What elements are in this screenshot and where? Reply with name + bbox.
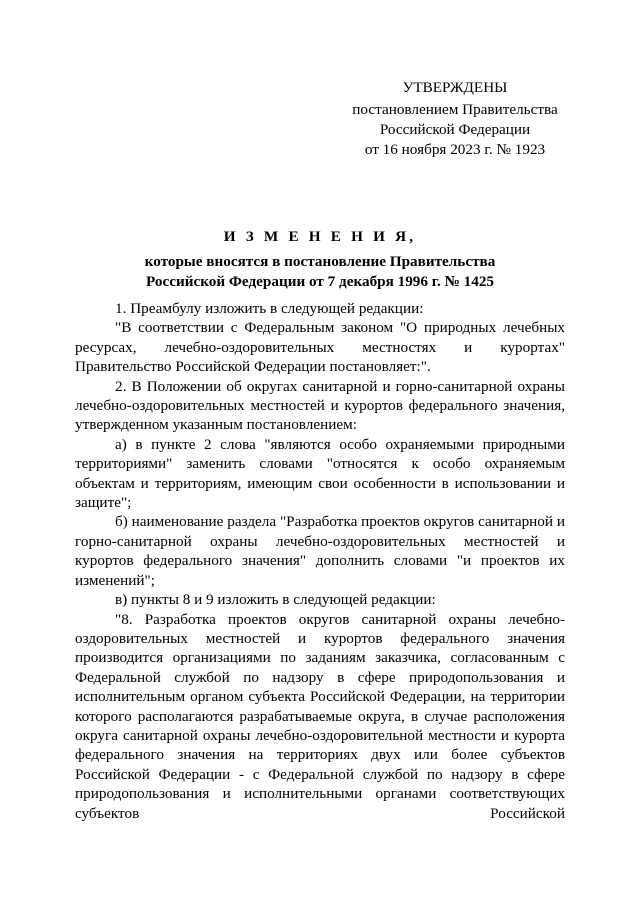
approval-line-1: постановлением Правительства: [352, 101, 558, 118]
paragraph-2: "В соответствии с Федеральным законом "О природных лечебных ресурсах, лечебно-оздоровительных местностях и курортах" Правительство Российской Федерации постановляет:".: [75, 319, 565, 376]
document-body: [75, 299, 565, 823]
heading-line-2: Российской Федерации от 7 декабря 1996 г. № 1425: [145, 273, 495, 290]
paragraph-5: б) наименование раздела "Разработка проектов округов санитарной и горно-санитарной охраны лечебно-оздоровительных местностей и курортов федерального значения" дополнить словами "и проектов их изменений";: [75, 513, 565, 589]
paragraph-3: 2. В Положении об округах санитарной и горно-санитарной охраны лечебно-оздоровительных местностей и курортов федерального значения, утвержденном указанным постановлением:: [75, 377, 565, 434]
paragraph-1: 1. Преамбулу изложить в следующей редакции:: [115, 300, 424, 317]
approval-block: [340, 78, 570, 160]
heading-title: И З М Е Н Е Н И Я,: [223, 228, 417, 245]
heading-line-1: которые вносятся в постановление Правительства: [144, 253, 496, 270]
paragraph-6: в) пункты 8 и 9 изложить в следующей редакции:: [115, 591, 436, 609]
paragraph-4: а) в пункте 2 слова "являются особо охраняемыми природными территориями" заменить словами "относятся к особо охраняемым объектам и территориям, имеющим свои особенности в использовании и защите";: [75, 435, 565, 512]
paragraph-7: "8. Разработка проектов округов санитарной охраны лечебно-оздоровительных местностей и курортов федерального значения производится организациями по заданиям заказчика, согласованным с Федеральной службой по надзору в сфере природопользования и исполнительным органом субъекта Российской Федерации, на территории которого располагаются разрабатываемые округа, в случае расположения округа санитарной охраны лечебно-оздоровительной местности и курорта федерального значения на территориях двух или более субъектов Российской Федерации - с Федеральной службой по надзору в сфере природопользования и исполнительными органами соответствующих субъектов Российской: [75, 610, 565, 822]
approval-line-3: от 16 ноября 2023 г. № 1923: [364, 141, 546, 158]
approval-title: УТВЕРЖДЕНЫ: [402, 79, 508, 96]
document-heading: [60, 227, 580, 292]
approval-line-2: Российской Федерации: [379, 121, 531, 138]
